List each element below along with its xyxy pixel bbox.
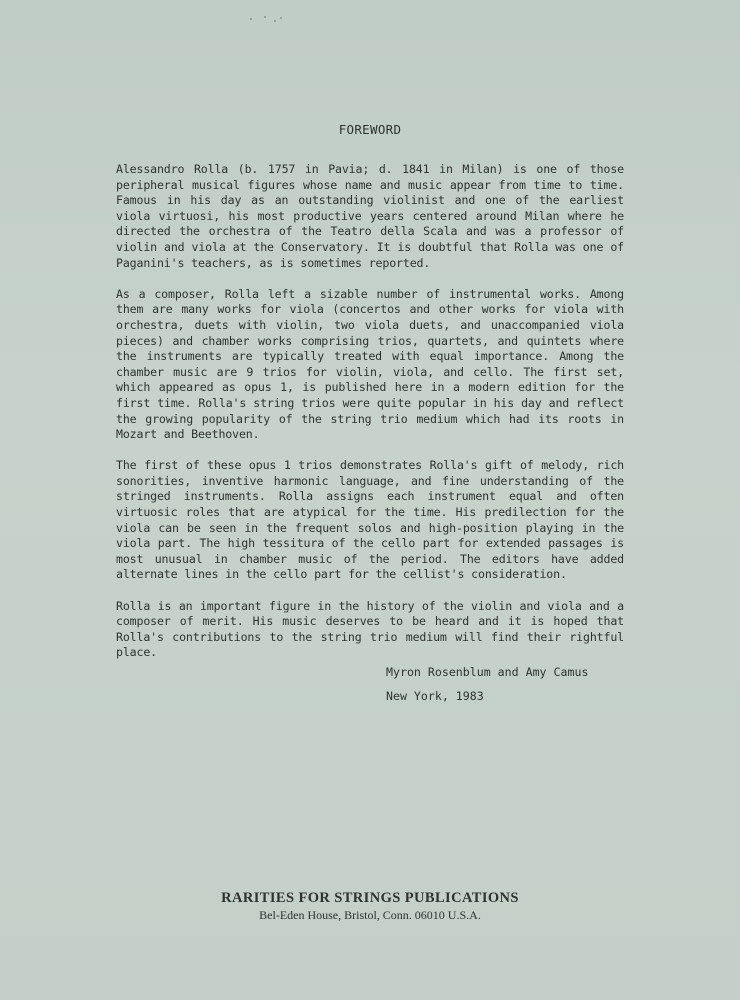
paragraph-3: The first of these opus 1 trios demonstrates Rolla's gift of melody, rich sonorities, inventive harmonic language, and fine understanding of the stringed instruments. Rolla assigns each instrument equal and often virtuosic roles that are atypical for the time. His predilection for the viola can be seen in the frequent solos and high-position playing in the viola part. The high tessitura of the cello part for extended passages is most unusual in chamber music of the period. The editors have added alternate lines in the cello part for the cellist's consideration. (116, 458, 624, 582)
signature-place-date: New York, 1983 (386, 689, 484, 703)
paragraph-2: As a composer, Rolla left a sizable number of instrumental works. Among them are many works for viola (concertos and other works for viola with orchestra, duets with violin, two viola duets, and unaccompanied viola pieces) and chamber works comprising trios, quartets, and quintets where the instruments are typically treated with equal importance. Among the chamber music are 9 trios for violin, viola, and cello. The first set, which appeared as opus 1, is published here in a modern edition for the first time. Rolla's string trios were quite popular in his day and reflect the growing popularity of the string trio medium which had its roots in Mozart and Beethoven. (116, 286, 624, 442)
paper-specks (250, 14, 290, 24)
signature-block (386, 660, 588, 708)
page-title: FOREWORD (338, 122, 402, 137)
publisher-address: Bel-Eden House, Bristol, Conn. 06010 U.S.A. (259, 908, 481, 922)
foreword-body (116, 162, 624, 677)
paragraph-4: Rolla is an important figure in the history of the violin and viola and a composer of merit. His music deserves to be heard and it is hoped that Rolla's contributions to the string trio medium will find their rightful place. (116, 598, 624, 660)
publisher-name: RARITIES FOR STRINGS PUBLICATIONS (221, 890, 519, 906)
signature-authors: Myron Rosenblum and Amy Camus (386, 665, 589, 679)
publisher-block (0, 889, 740, 923)
paragraph-1: Alessandro Rolla (b. 1757 in Pavia; d. 1841 in Milan) is one of those peripheral musical figures whose name and music appear from time to time. Famous in his day as an outstanding violinist and one of the earliest viola virtuosi, his most productive years centered around Milan where he directed the orchestra of the Teatro della Scala and was a professor of violin and viola at the Conservatory. It is doubtful that Rolla was one of Paganini's teachers, as is sometimes reported. (116, 162, 624, 270)
